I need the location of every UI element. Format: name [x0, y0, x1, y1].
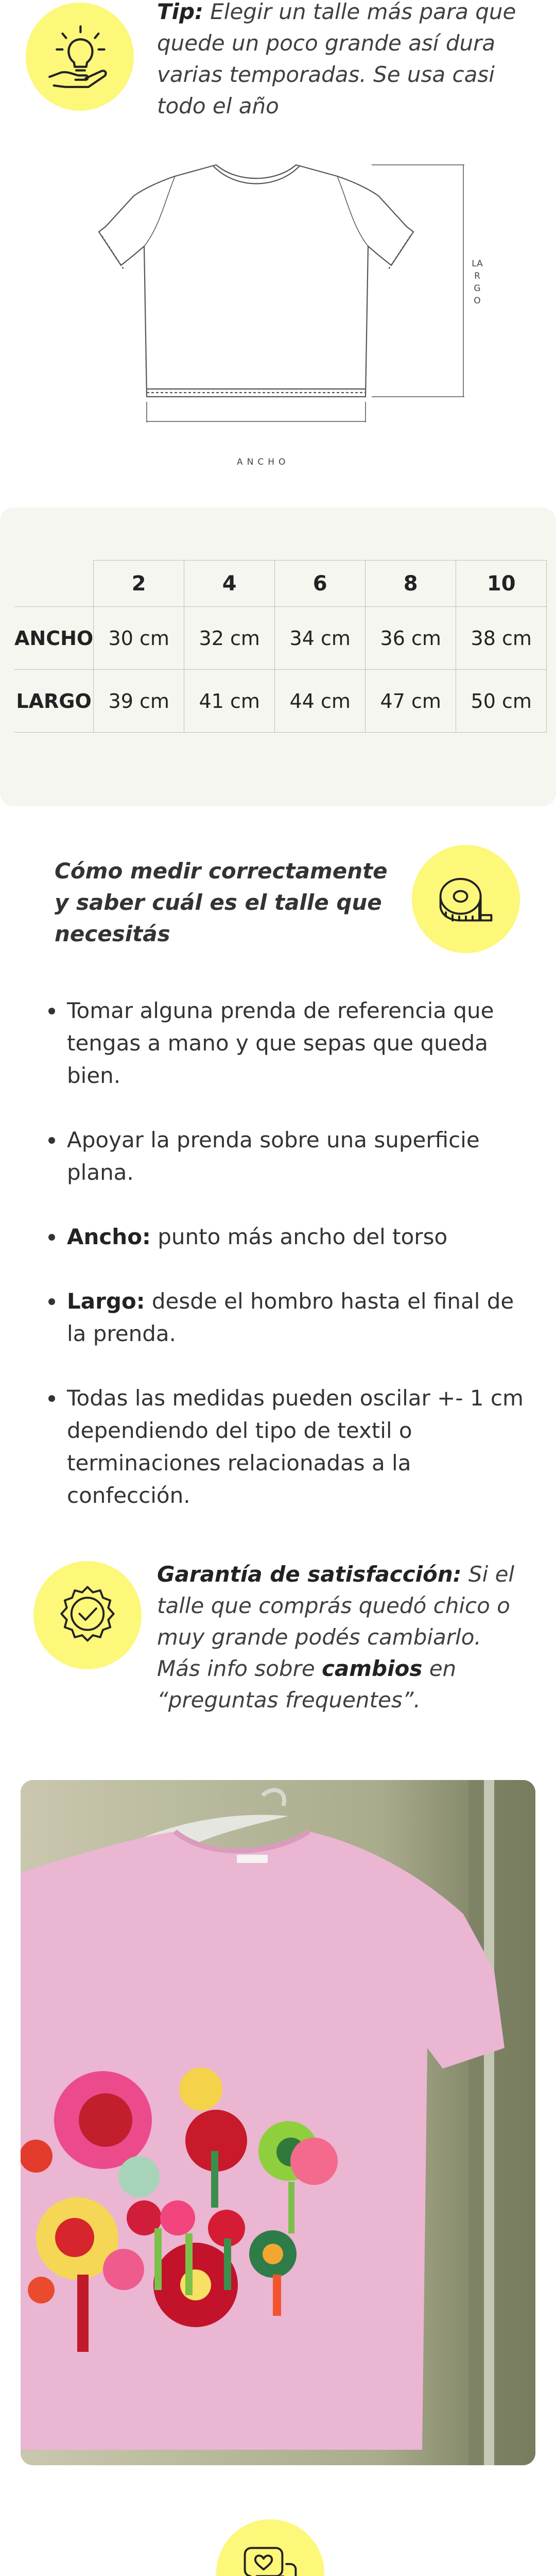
guarantee-label: Garantía de satisfacción: [157, 1562, 462, 1587]
list-item-text: Apoyar la prenda sobre una superficie plana. [67, 1127, 480, 1185]
tshirt-size-diagram [98, 155, 489, 474]
size-header-cell: 10 [456, 561, 547, 607]
list-item [41, 994, 530, 1092]
tip-label: Tip: [157, 0, 203, 24]
guarantee-text [157, 1558, 528, 1716]
table-row [14, 670, 547, 733]
size-table [14, 560, 547, 733]
length-label: LARGO [472, 259, 483, 306]
table-cell: 50 cm [456, 670, 547, 733]
measuring-tape-icon [412, 845, 520, 953]
table-cell: 39 cm [94, 670, 184, 733]
table-cell: 44 cm [275, 670, 366, 733]
table-cell: 34 cm [275, 607, 366, 670]
size-header-cell: 8 [366, 561, 456, 607]
guarantee-body-end: en “preguntas frequentes”. [157, 1656, 457, 1713]
list-item-bold: Ancho: [67, 1224, 151, 1249]
measure-instructions-list [41, 994, 530, 1544]
size-header-row [14, 561, 547, 607]
size-header-cell: 6 [275, 561, 366, 607]
empty-header-cell [14, 561, 94, 607]
row-label: LARGO [14, 670, 94, 733]
width-label: ANCHO [237, 457, 290, 467]
tip-text [157, 0, 528, 122]
table-cell: 32 cm [184, 607, 275, 670]
list-item-text: Todas las medidas pueden oscilar +- 1 cm dependiendo del tipo de textil o terminaciones relacionadas a la confección. [67, 1385, 524, 1508]
table-cell: 41 cm [184, 670, 275, 733]
check-badge-icon [33, 1561, 142, 1669]
measure-title: Cómo medir correctamente y saber cuál es el talle que necesitás [55, 858, 388, 946]
size-header-cell: 2 [94, 561, 184, 607]
size-table-card [0, 507, 556, 806]
product-photo [21, 1780, 535, 2465]
list-item [41, 1382, 530, 1512]
row-label: ANCHO [14, 607, 94, 670]
list-item [41, 1285, 530, 1350]
lightbulb-hand-icon [26, 3, 134, 111]
chat-hearts-icon [216, 2519, 324, 2576]
table-cell: 47 cm [366, 670, 456, 733]
tip-body: Elegir un talle más para que quede un poco grande así dura varias temporadas. Se usa casi todo el año [157, 0, 516, 118]
list-item-bold: Largo: [67, 1289, 145, 1314]
list-item [41, 1221, 530, 1253]
exchanges-link[interactable]: cambios [322, 1656, 423, 1681]
table-cell: 36 cm [366, 607, 456, 670]
guarantee-body: Si el talle que comprás quedó chico o muy grande podés cambiarlo. Más info sobre [157, 1562, 515, 1681]
list-item-text: Tomar alguna prenda de referencia que tengas a mano y que sepas que queda bien. [67, 998, 494, 1088]
table-cell: 38 cm [456, 607, 547, 670]
table-cell: 30 cm [94, 607, 184, 670]
list-item [41, 1124, 530, 1189]
list-item-text: punto más ancho del torso [150, 1224, 448, 1249]
list-item-text: desde el hombro hasta el final de la prenda. [67, 1289, 514, 1346]
table-row [14, 607, 547, 670]
size-header-cell: 4 [184, 561, 275, 607]
